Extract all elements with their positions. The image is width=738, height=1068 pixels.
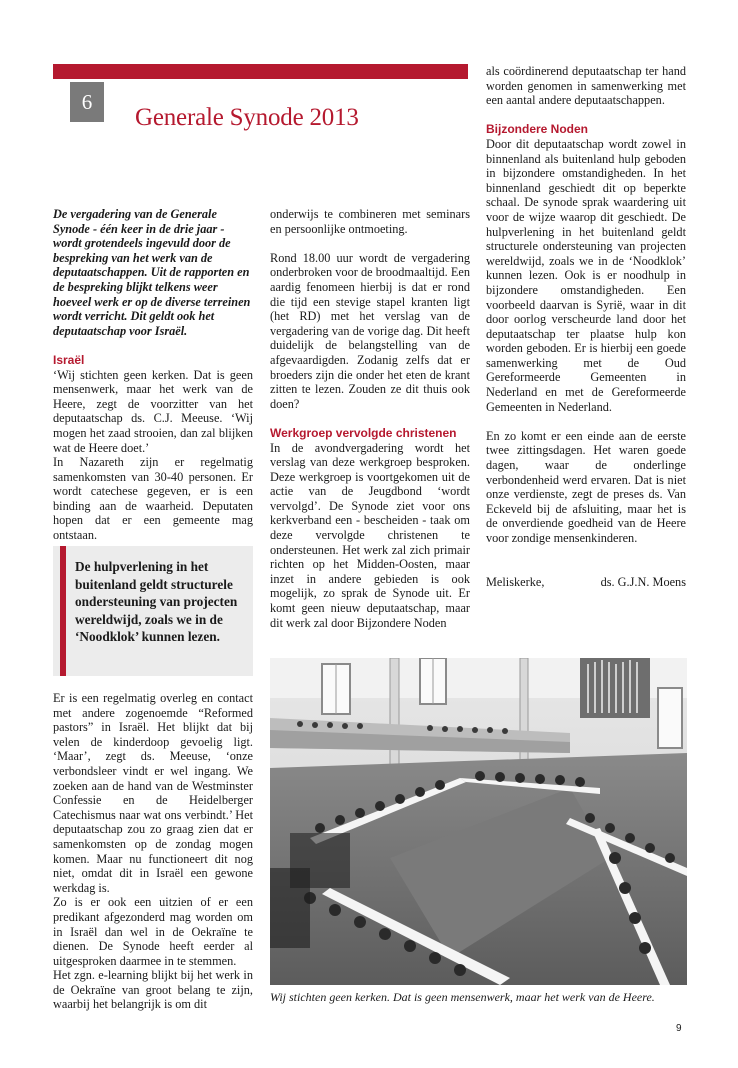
page-title: Generale Synode 2013 <box>135 104 359 131</box>
section-number-box <box>53 79 121 131</box>
signature-place: Meliskerke, <box>486 574 545 589</box>
photo-caption: Wij stichten geen kerken. Dat is geen mensenwerk, maar het werk van de Heere. <box>270 990 655 1004</box>
paragraph: ‘Wij stichten geen kerken. Dat is geen mensenwerk, maar het werk van de Heere, zegt de voorzitter van het deputaatschap ds. C.J. Meeuse. ‘Wij mogen het zaad strooien, dan zal blijken wat de Heere doet.’ <box>53 367 253 455</box>
page-number: 9 <box>676 1023 682 1034</box>
column-1-top <box>53 207 253 543</box>
column-3 <box>486 64 686 589</box>
intro-paragraph: De vergadering van de Generale Synode - één keer in de drie jaar - wordt grotendeels ingevuld door de bespreking van het werk van de deputaatschappen. Uit de rapporten en de bespreking blijkt telkens weer hoeveel werk er op de diverse terreinen wordt verricht. Dit geldt ook het deputaatschap voor Israël. <box>53 207 251 338</box>
heading-israel: Israël <box>53 352 85 367</box>
synod-photo <box>270 658 687 985</box>
paragraph: Rond 18.00 uur wordt de vergadering onderbroken voor de broodmaaltijd. Een aardig fenomeen hierbij is dat er rond die tijd een stevige stapel kranten ligt (het RD) met het verslag van de vergadering van de vorige dag. Dit heeft duidelijk de belangstelling van de afgevaardigden. Zodanig zelfs dat er broeders zijn die onder het eten de krant zitten te lezen. Zouden ze dit thuis ook doen? <box>270 250 470 411</box>
paragraph: Zo is er ook een uitzien of er een predikant afgezonderd mag worden om in Israël dan wel in de Oekraïne te dienen. De Synode heeft eerder al uitgesproken daarmee in te stemmen. <box>53 895 253 968</box>
paragraph: Er is een regelmatig overleg en contact met andere zogenoemde “Reformed pastors” in Israël. Het blijkt dat bij velen de kinderdoop gevoelig ligt. ‘Maar’, zegt ds. Meeuse, ‘onze verbondsleer vindt er wel ingang. We zoeken aan de hand van de Westminster Confessie en de Heidelberger Catechismus naar wat ons verbindt.’ Het deputaatschap zou zo graag zien dat er samenkomsten op de zondag mogen komen. Maar nu functioneert dit nog niet, omdat dit in Israël een gewone werkdag is. <box>53 691 253 895</box>
heading-werkgroep: Werkgroep vervolgde christenen <box>270 425 457 440</box>
pull-quote <box>53 546 253 676</box>
paragraph: Het zgn. e-learning blijkt bij het werk in de Oekraïne van groot belang te zijn, waarbij het belangrijk is om dit <box>53 968 253 1012</box>
header-bar <box>53 64 468 79</box>
paragraph: In Nazareth zijn er regelmatig samenkomsten van 30-40 personen. Er wordt catechese gegeven, er is een binding aan de waarheid. Deputaten hopen dat er een gemeente mag ontstaan. <box>53 455 253 543</box>
paragraph: En zo komt er een einde aan de eerste twee zittingsdagen. Het waren goede dagen, waar de onderlinge verbondenheid werd ervaren. Dat is niet onze verdienste, zegt de preses ds. Van Eckeveld bij de afsluiting, maar het is de onverdiende goedheid van de Heere voor zondige mensenkinderen. <box>486 428 686 545</box>
paragraph: In de avondvergadering wordt het verslag van deze werkgroep besproken. Deze werkgroep is voortgekomen uit de actie van de Jeugdbond ‘wordt vervolgd’. De Synode ziet voor ons kerkverband een - bescheiden - taak om deze vervolgde christenen te ondersteunen. Het werk zal zich primair richten op het Midden-Oosten, maar inzet in andere gebieden is ook mogelijk, zo sprak de Synode uit. Er komt geen nieuw deputaatschap, maar dit werk zal door Bijzondere Noden <box>270 440 470 630</box>
pull-quote-bar <box>60 546 66 676</box>
signature <box>486 575 686 590</box>
paragraph: als coördinerend deputaatschap ter hand worden genomen in samenwerking met een aantal andere deputaatschappen. <box>486 64 686 108</box>
section-number: 6 <box>70 82 104 122</box>
heading-bijzondere-noden: Bijzondere Noden <box>486 122 589 137</box>
paragraph: Door dit deputaatschap wordt zowel in binnenland als buitenland hulp geboden in bijzondere omstandigheden. In het binnenland geschiedt dit op beperkte schaal. De synode sprak waardering uit voor de wijze waarop dit geschiedt. De hulpverlening in het buitenland geldt structurele ondersteuning van projecten wereldwijd, zoals we in de ‘Noodklok’ kunnen lezen. Ook is er noodhulp in bijzondere omstandigheden. Een voorbeeld daarvan is Syrië, waar in dit door oorlog verscheurde land door het deputaatschap ter plaatse hulp kon worden geboden. Er is hierbij een goede samenwerking met de Oud Gereformeerde Gemeenten in Nederland en met de Gereformeerde Gemeenten in Nederland. <box>486 136 686 414</box>
signature-name: ds. G.J.N. Moens <box>600 574 686 589</box>
column-1-bottom <box>53 691 253 1012</box>
synod-hall-image <box>270 658 687 985</box>
paragraph: onderwijs te combineren met seminars en persoonlijke ontmoeting. <box>270 207 470 236</box>
pull-quote-text: De hulpverlening in het buitenland geldt structurele ondersteuning van projecten wereldwijd, zoals we in de ‘Noodklok’ kunnen lezen. <box>75 559 238 645</box>
column-2 <box>270 207 470 630</box>
